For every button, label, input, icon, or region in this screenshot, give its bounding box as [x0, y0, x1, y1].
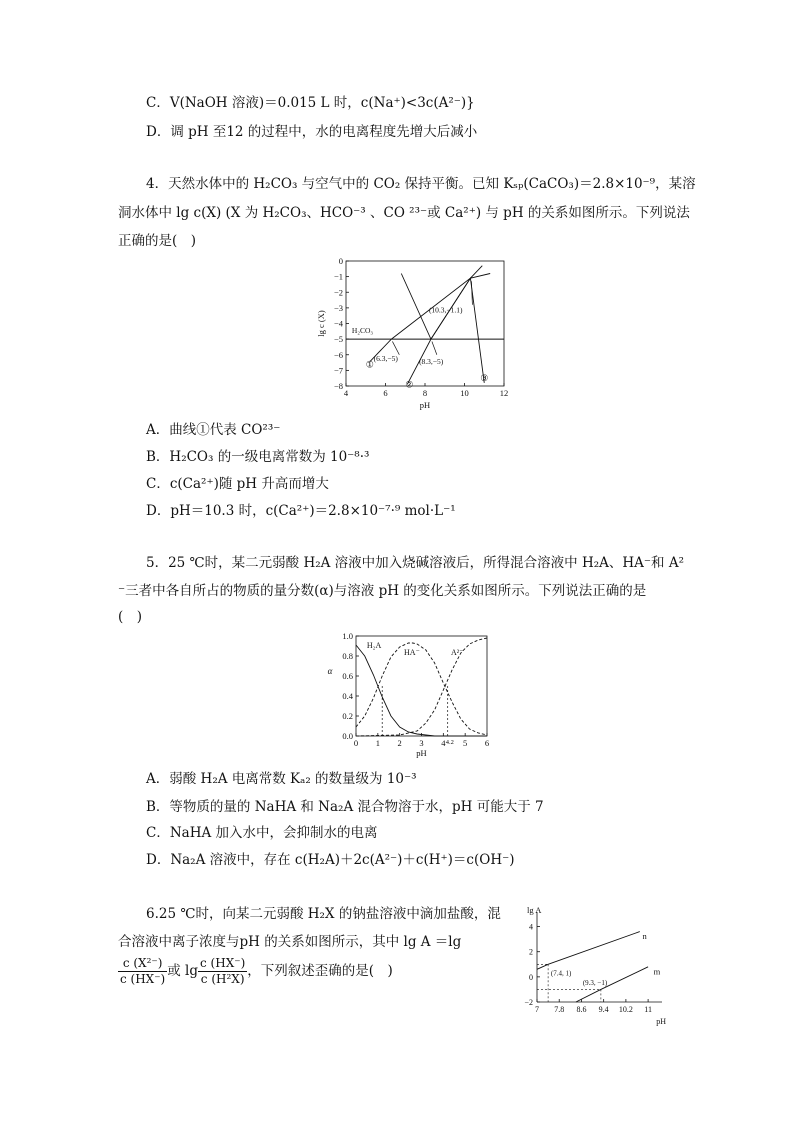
q4-stem-line1: 4．天然水体中的 H₂CO₃ 与空气中的 CO₂ 保持平衡。已知 Kₛₚ(CaCO₃)＝2.8×10⁻⁹，某溶 — [146, 176, 696, 192]
series-curve-1 — [356, 645, 487, 736]
q5-option-a: A．弱酸 H₂A 电离常数 Kₐ₂ 的数量级为 10⁻³ — [146, 771, 417, 787]
y-tick-label: 0 — [338, 256, 343, 266]
series-line-n — [537, 932, 640, 970]
y-tick-label: −6 — [333, 349, 343, 360]
q5-figure-alpha-vs-ph — [322, 628, 497, 760]
q4-stem-line2: 洞水体中 lg c(X) (X 为 H₂CO₃、HCO⁻³ 、CO ²³⁻或 Ca²⁺) 与 pH 的关系如图所示。下列说法 — [118, 205, 690, 221]
q4-option-c: C．c(Ca²⁺)随 pH 升高而增大 — [146, 476, 329, 492]
y-tick-label: 0.0 — [342, 731, 353, 741]
q5-option-d: D．Na₂A 溶液中，存在 c(H₂A)＋2c(A²⁻)＋c(H⁺)＝c(OH⁻) — [146, 852, 515, 868]
q6-fraction-1-denominator: c (HX⁻) — [120, 972, 166, 986]
x-axis-label: pH — [416, 748, 427, 758]
y-tick-label: −4 — [333, 318, 343, 329]
x-axis-label: pH — [419, 400, 431, 410]
q6-fraction-2-numerator: c (HX⁻) — [200, 956, 246, 970]
q6-stem-line3 — [118, 956, 393, 987]
y-tick-label: −1 — [333, 271, 343, 282]
x-tick-label: 9.4 — [598, 1005, 609, 1014]
q6-stem-line2: 合溶液中离子浓度与pH 的关系如图所示，其中 lg A ＝lg — [118, 934, 462, 950]
q4-option-d: D．pH＝10.3 时，c(Ca²⁺)＝2.8×10⁻⁷·⁹ mol·L⁻¹ — [146, 503, 456, 519]
x-tick-label: 4 — [343, 388, 349, 398]
y-axis-label: lg A — [527, 905, 542, 915]
series-label-h2co3: H₂CO₃ — [351, 325, 374, 335]
y-tick-label: −2 — [333, 287, 343, 298]
q6-figure-lgA-vs-ph — [510, 902, 670, 1034]
annotation-arrow-3 — [432, 341, 437, 354]
y-tick-label: −3 — [333, 302, 343, 313]
annotation-label: (9.3, −1) — [582, 979, 608, 988]
x-tick-label: 10.2 — [618, 1005, 633, 1014]
annotation-label: (6.3,−5) — [373, 354, 398, 363]
y-axis-label: α — [327, 666, 333, 676]
q4-stem-line3: 正确的是( ) — [118, 233, 197, 249]
q4-option-b: B．H₂CO₃ 的一级电离常数为 10⁻⁸·³ — [146, 449, 370, 465]
series-curve-2 — [356, 643, 487, 735]
q6-fraction-1-numerator: c (X²⁻) — [118, 956, 167, 972]
q6-fraction-1 — [118, 956, 167, 987]
q5-option-c: C．NaHA 加入水中，会抑制水的电离 — [146, 825, 378, 841]
q5-stem-line1: 5．25 ℃时，某二元弱酸 H₂A 溶液中加入烧碱溶液后，所得混合溶液中 H₂A、HA⁻和 A² — [146, 555, 685, 571]
y-tick-label: −8 — [333, 381, 343, 391]
q4-figure-lgc-vs-ph — [312, 252, 517, 414]
series-label-ha: HA⁻ — [404, 648, 420, 657]
q6-or-text: 或 lg — [167, 963, 199, 979]
series-curve-3 — [356, 638, 487, 736]
q5-option-b: B．等物质的量的 NaHA 和 Na₂A 混合物溶于水，pH 可能大于 7 — [146, 799, 544, 815]
y-tick-label: −7 — [333, 365, 343, 376]
annotation-arrow-2 — [392, 341, 399, 354]
x-tick-label: 3 — [419, 738, 424, 748]
y-tick-label: 0.4 — [342, 691, 353, 701]
y-tick-label: 0 — [529, 972, 533, 982]
q6-fraction-2 — [198, 956, 247, 987]
annotation-label: (7.4, 1) — [550, 969, 572, 978]
q6-stem-end: ，下列叙述歪确的是( ) — [247, 963, 393, 979]
x-axis-label: pH — [656, 1017, 666, 1026]
q6-stem-line1: 6.25 ℃时，向某二元弱酸 H₂X 的钠盐溶液中滴加盐酸，混 — [146, 906, 501, 922]
y-tick-label: 4 — [529, 922, 533, 932]
x-tick-label: 1 — [375, 738, 380, 748]
x-tick-label: 12 — [499, 388, 509, 398]
x-tick-label: 8.6 — [576, 1005, 587, 1014]
series-label-1: ① — [365, 359, 374, 370]
x-tick-label: 4 — [441, 738, 446, 748]
series-line-2 — [370, 274, 490, 362]
series-label-a2: A²⁻ — [450, 648, 464, 657]
q3-option-c: C．V(NaOH 溶液)＝0.015 L 时，c(Na⁺)<3c(A²⁻)} — [146, 95, 475, 111]
x-tick-label: 6 — [484, 738, 490, 748]
series-label-3: ③ — [480, 373, 489, 384]
plot-frame — [356, 636, 487, 736]
annotation-label: (10.3,−1.1) — [428, 305, 463, 315]
q3-option-d: D．调 pH 至12 的过程中，水的电离程度先增大后减小 — [146, 124, 478, 140]
x-tick-label: 5 — [463, 738, 468, 748]
series-label-n: n — [642, 931, 647, 942]
y-tick-label: 2 — [529, 947, 533, 957]
q5-stem-line2: ⁻三者中各自所占的物质的量分数(α)与溶液 pH 的变化关系如图所示。下列说法正确的是 — [118, 583, 647, 599]
x-tick-label: 7.8 — [554, 1005, 565, 1014]
q5-stem-line3: ( ) — [118, 609, 143, 625]
y-tick-label: 1.0 — [342, 631, 353, 641]
x-tick-label-extra: 4.2 — [445, 739, 454, 746]
series-label-2: ② — [405, 379, 414, 390]
x-tick-label: 0 — [353, 738, 359, 748]
y-tick-label: −5 — [333, 334, 343, 345]
annotation-label: (8.3,−5) — [419, 357, 444, 367]
x-tick-label: 10 — [460, 388, 469, 398]
q6-fraction-2-denominator: c (H²X) — [200, 972, 245, 986]
series-label-m: m — [653, 966, 661, 977]
series-label-h2a: H₂A — [366, 641, 382, 650]
x-tick-label: 2 — [397, 738, 402, 748]
y-axis-label: lg c (X) — [316, 310, 326, 337]
x-tick-label: 6 — [383, 388, 388, 398]
x-tick-label: 11 — [644, 1005, 652, 1014]
y-tick-label: 0.8 — [342, 651, 353, 661]
y-tick-label: 0.2 — [342, 711, 353, 721]
x-tick-label: 7 — [535, 1005, 539, 1014]
y-tick-label: 0.6 — [342, 671, 353, 681]
q4-option-a: A．曲线①代表 CO²³⁻ — [146, 422, 281, 438]
annotation-arrow-1 — [471, 281, 472, 304]
y-tick-label: −2 — [524, 998, 533, 1007]
x-tick-label: 8 — [422, 388, 428, 398]
